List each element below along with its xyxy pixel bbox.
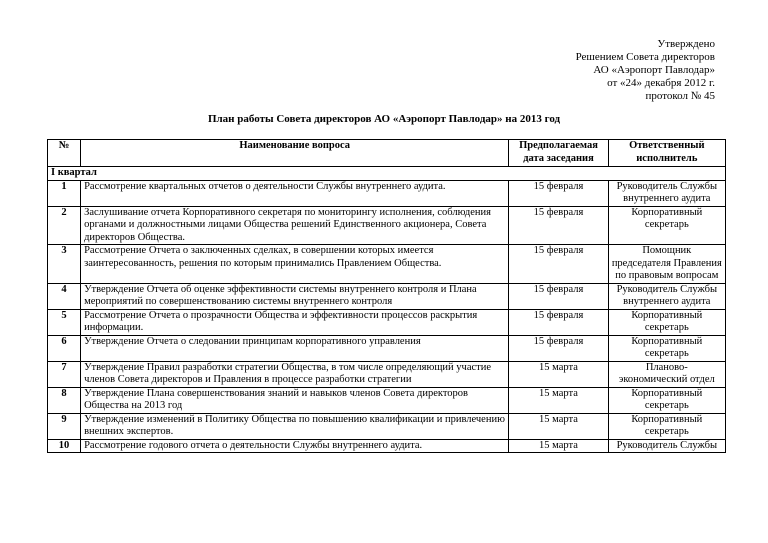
row-number: 5 <box>48 309 81 335</box>
row-name: Утверждение Отчета о следовании принципам корпоративного управления <box>81 335 509 361</box>
table-row <box>48 283 726 309</box>
row-date: 15 февраля <box>509 283 608 309</box>
row-number: 3 <box>48 245 81 284</box>
row-responsible: Планово-экономический отдел <box>608 361 725 387</box>
row-responsible: Корпоративный секретарь <box>608 335 725 361</box>
row-name: Рассмотрение годового отчета о деятельности Службы внутреннего аудита. <box>81 439 509 453</box>
row-responsible: Корпоративный секретарь <box>608 387 725 413</box>
approval-line: Утверждено <box>657 38 715 50</box>
table-row <box>48 309 726 335</box>
row-date: 15 февраля <box>509 206 608 245</box>
row-responsible: Помощник председателя Правления по правовым вопросам <box>608 245 725 284</box>
header-name: Наименование вопроса <box>81 140 509 167</box>
approval-line: протокол № 45 <box>645 90 715 102</box>
row-number: 7 <box>48 361 81 387</box>
document-title: План работы Совета директоров АО «Аэропорт Павлодар» на 2013 год <box>207 113 561 125</box>
quarter-label: I квартал <box>48 167 726 181</box>
row-date: 15 марта <box>509 413 608 439</box>
approval-block <box>576 38 715 103</box>
header-date: Предполагаемая дата заседания <box>509 140 608 167</box>
row-date: 15 февраля <box>509 335 608 361</box>
row-number: 2 <box>48 206 81 245</box>
row-date: 15 марта <box>509 387 608 413</box>
row-date: 15 февраля <box>509 309 608 335</box>
table-row <box>48 387 726 413</box>
row-name: Утверждение Правил разработки стратегии Общества, в том числе определяющий участие членов Совета директоров и Правления в процессе разработки стратегии <box>81 361 509 387</box>
quarter-row <box>48 167 726 181</box>
row-name: Утверждение изменений в Политику Общества по повышению квалификации и привлечению внешних экспертов. <box>81 413 509 439</box>
row-date: 15 марта <box>509 439 608 453</box>
table-row <box>48 180 726 206</box>
table-header-row <box>48 140 726 167</box>
row-number: 4 <box>48 283 81 309</box>
header-responsible: Ответственный исполнитель <box>608 140 725 167</box>
approval-line: от «24» декабря 2012 г. <box>607 77 715 89</box>
table-row <box>48 206 726 245</box>
row-name: Рассмотрение Отчета о прозрачности Общества и эффективности процессов раскрытия информации. <box>81 309 509 335</box>
row-name: Утверждение Отчета об оценке эффективности системы внутреннего контроля и Плана мероприятий по совершенствованию системы внутреннего контроля <box>81 283 509 309</box>
approval-line: Решением Совета директоров <box>575 51 715 63</box>
table-row <box>48 361 726 387</box>
row-name: Утверждение Плана совершенствования знаний и навыков членов Совета директоров Общества на 2013 год <box>81 387 509 413</box>
plan-table <box>47 139 726 453</box>
row-number: 8 <box>48 387 81 413</box>
row-name: Рассмотрение Отчета о заключенных сделках, в совершении которых имеется заинтересованность, решения по которым принимались Правлением Общества. <box>81 245 509 284</box>
row-date: 15 марта <box>509 361 608 387</box>
row-name: Заслушивание отчета Корпоративного секретаря по мониторингу исполнения, соблюдения органами и должностными лицами Общества решений Единственного акционера, Совета директоров Общества. <box>81 206 509 245</box>
row-number: 10 <box>48 439 81 453</box>
row-responsible: Руководитель Службы <box>608 439 725 453</box>
header-number: № <box>48 140 81 167</box>
table-row <box>48 335 726 361</box>
approval-line: АО «Аэропорт Павлодар» <box>593 64 715 76</box>
table-row <box>48 245 726 284</box>
row-name: Рассмотрение квартальных отчетов о деятельности Службы внутреннего аудита. <box>81 180 509 206</box>
row-date: 15 февраля <box>509 180 608 206</box>
row-responsible: Руководитель Службы внутреннего аудита <box>608 180 725 206</box>
row-responsible: Корпоративный секретарь <box>608 413 725 439</box>
row-number: 1 <box>48 180 81 206</box>
row-responsible: Корпоративный секретарь <box>608 309 725 335</box>
row-responsible: Корпоративный секретарь <box>608 206 725 245</box>
table-row <box>48 439 726 453</box>
table-row <box>48 413 726 439</box>
row-number: 6 <box>48 335 81 361</box>
row-number: 9 <box>48 413 81 439</box>
row-date: 15 февраля <box>509 245 608 284</box>
row-responsible: Руководитель Службы внутреннего аудита <box>608 283 725 309</box>
